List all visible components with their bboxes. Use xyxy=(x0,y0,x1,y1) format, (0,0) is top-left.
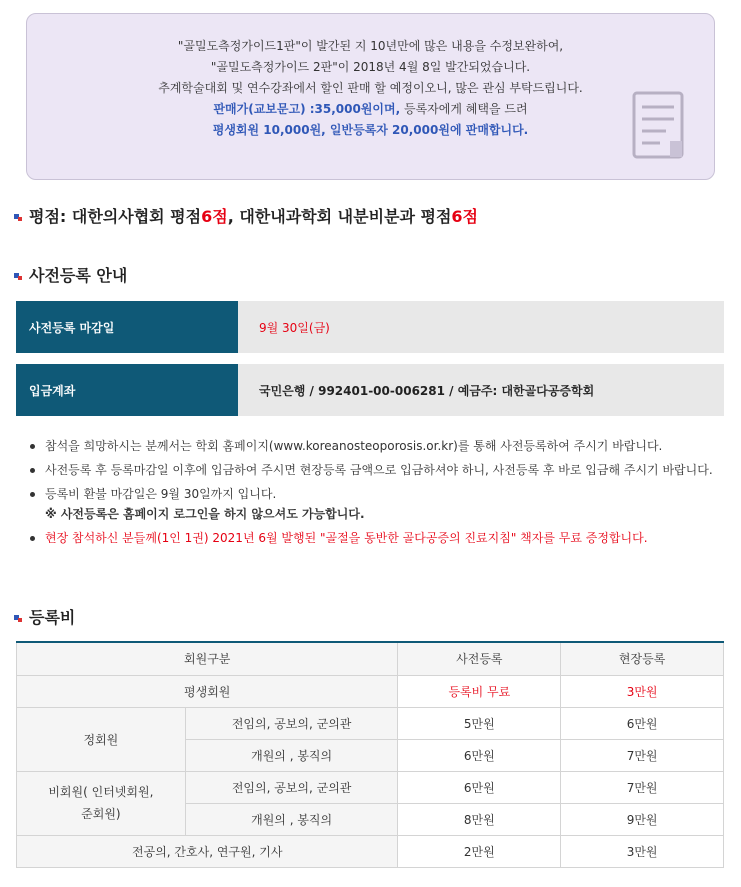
table-row xyxy=(17,835,724,867)
deadline-row xyxy=(16,301,724,353)
heading-bullet-icon xyxy=(14,211,23,220)
trainee-onsite: 3만원 xyxy=(561,835,724,867)
nonmember-sub-2: 개원의 , 봉직의 xyxy=(185,803,398,835)
nonmember-label-line2: 준회원) xyxy=(81,807,121,821)
regular-label: 정회원 xyxy=(17,707,186,771)
heading-bullet-icon xyxy=(14,612,23,621)
refund-deadline: 등록비 환불 마감일은 9월 30일까지 입니다. xyxy=(45,487,277,501)
notice-line-3: 추계학술대회 및 연수강좌에서 할인 판매 할 예정이오니, 많은 관심 부탁드립니다. xyxy=(158,81,583,95)
notice-line-5: 평생회원 10,000원, 일반등록자 20,000원에 판매합니다. xyxy=(212,123,529,137)
notice-benefit: 등록자에게 혜택을 드려 xyxy=(400,102,528,116)
trainee-pre: 2만원 xyxy=(398,835,561,867)
kma-points: 6점 xyxy=(201,207,228,226)
trainee-label: 전공의, 간호사, 연구원, 기사 xyxy=(17,835,398,867)
nonmember-onsite-1: 7만원 xyxy=(561,771,724,803)
lifetime-label: 평생회원 xyxy=(17,675,398,707)
prereg-title: 사전등록 안내 xyxy=(29,266,128,285)
regular-pre-1: 5만원 xyxy=(398,707,561,739)
deadline-value: 9월 30일(금) xyxy=(259,320,330,335)
prereg-heading xyxy=(14,263,127,286)
account-label: 입금계좌 xyxy=(16,364,238,416)
free-book-note: 현장 참석하신 분들께(1인 1권) 2021년 6월 발행된 "골절을 동반한 골다공증의 진료지침" 책자를 무료 증정합니다. xyxy=(26,528,726,548)
table-header-row xyxy=(17,642,724,675)
lifetime-onsite: 3만원 xyxy=(561,675,724,707)
document-icon xyxy=(630,89,686,161)
deadline-label: 사전등록 마감일 xyxy=(16,301,238,353)
table-row xyxy=(17,771,724,803)
regular-onsite-1: 6만원 xyxy=(561,707,724,739)
rating-middle: , 대한내과학회 내분비분과 평점 xyxy=(227,207,452,226)
heading-bullet-icon xyxy=(14,270,23,279)
notice-line-2: "골밀도측정가이드 2판"이 2018년 4월 8일 발간되었습니다. xyxy=(210,60,531,74)
rating-prefix: 평점: 대한의사협회 평점 xyxy=(29,207,202,226)
rating-heading xyxy=(14,204,478,227)
fee-table xyxy=(16,641,724,868)
prereg-notes xyxy=(26,436,726,552)
lifetime-pre: 등록비 무료 xyxy=(398,675,561,707)
header-member-type: 회원구분 xyxy=(17,642,398,675)
account-row xyxy=(16,364,724,416)
regular-sub-1: 전임의, 공보의, 군의관 xyxy=(185,707,398,739)
kaim-points: 6점 xyxy=(451,207,479,226)
note-item: 참석을 희망하시는 분께서는 학회 홈페이지(www.koreanosteoporosis.or.kr)를 통해 사전등록하여 주시기 바랍니다. xyxy=(26,436,726,456)
nonmember-label-line1: 비회원( 인터넷회원, xyxy=(48,785,154,799)
fees-heading xyxy=(14,605,75,628)
notice-line-1: "골밀도측정가이드1판"이 발간된 지 10년만에 많은 내용을 수정보완하여, xyxy=(177,39,564,53)
fees-title: 등록비 xyxy=(29,608,76,627)
book-notice-box xyxy=(26,13,715,180)
notice-line-4 xyxy=(27,99,714,120)
nonmember-onsite-2: 9만원 xyxy=(561,803,724,835)
header-pre: 사전등록 xyxy=(398,642,561,675)
table-row xyxy=(17,707,724,739)
regular-pre-2: 6만원 xyxy=(398,739,561,771)
header-onsite: 현장등록 xyxy=(561,642,724,675)
nonmember-pre-2: 8만원 xyxy=(398,803,561,835)
login-note: ※ 사전등록은 홈페이지 로그인을 하지 않으셔도 가능합니다. xyxy=(45,507,365,521)
note-item: 사전등록 후 등록마감일 이후에 입금하여 주시면 현장등록 금액으로 입금하셔야 하니, 사전등록 후 바로 입금해 주시기 바랍니다. xyxy=(26,460,726,480)
nonmember-label xyxy=(17,771,186,835)
nonmember-pre-1: 6만원 xyxy=(398,771,561,803)
table-row xyxy=(17,675,724,707)
account-value: 국민은행 / 992401-00-006281 / 예금주: 대한골다공증학회 xyxy=(259,383,595,398)
regular-sub-2: 개원의 , 봉직의 xyxy=(185,739,398,771)
regular-onsite-2: 7만원 xyxy=(561,739,724,771)
notice-price: 판매가(교보문고) :35,000원이며, xyxy=(213,102,401,116)
nonmember-sub-1: 전임의, 공보의, 군의관 xyxy=(185,771,398,803)
note-item xyxy=(26,484,726,524)
